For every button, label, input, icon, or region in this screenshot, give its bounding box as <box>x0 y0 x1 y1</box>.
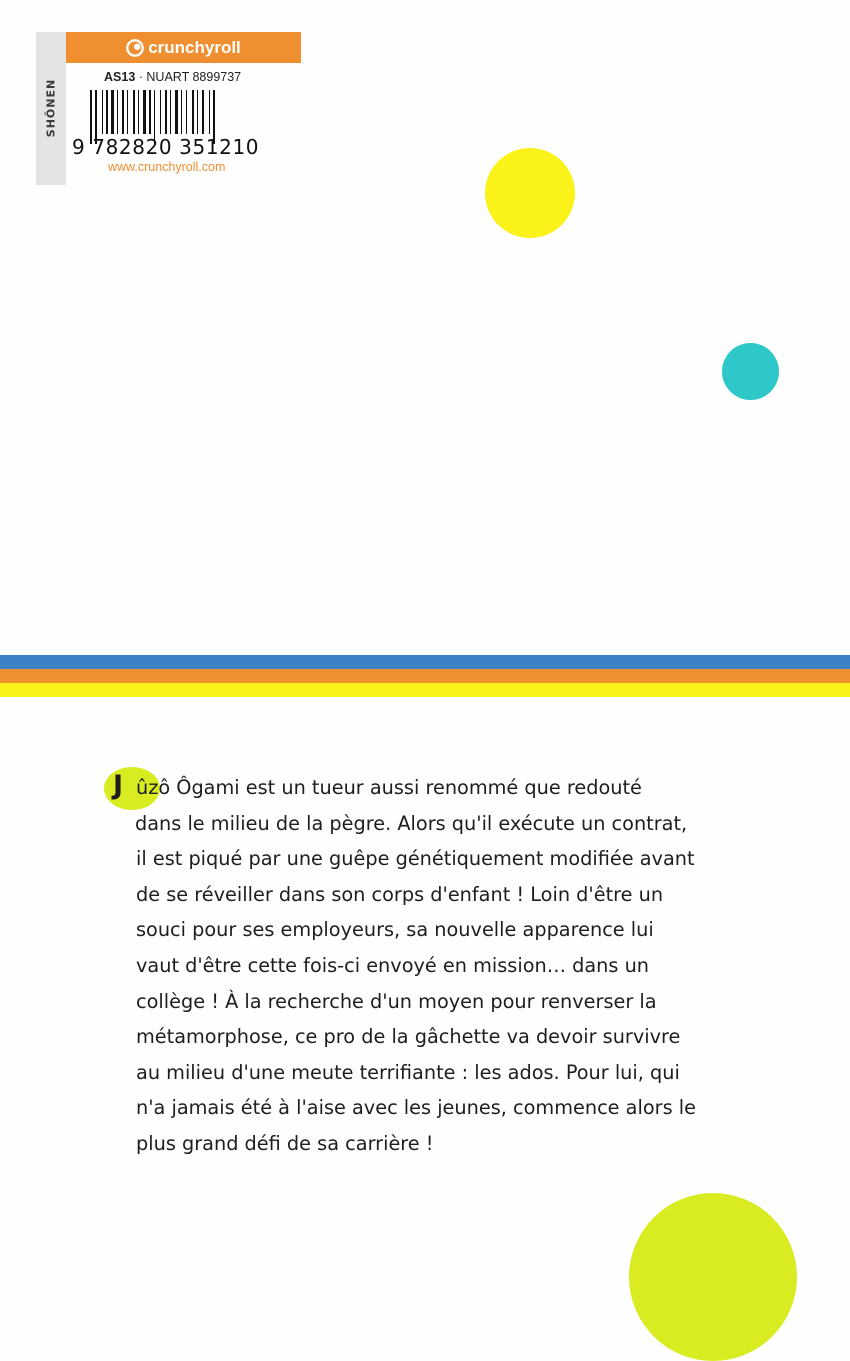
dropcap-letter: J <box>113 770 124 801</box>
blue-stripe <box>0 655 850 669</box>
code-prefix: AS13 <box>104 70 136 84</box>
genre-strip <box>36 32 66 185</box>
lime-dot <box>629 1193 797 1361</box>
synopsis-text <box>136 770 776 1162</box>
yellow-dot <box>485 148 575 238</box>
synopsis-line: dans le milieu de la pègre. Alors qu'il exécute un contrat, <box>135 811 688 835</box>
crunchyroll-logo-icon <box>126 39 144 57</box>
brand-name: crunchyroll <box>148 37 241 57</box>
yellow-stripe <box>0 683 850 697</box>
product-code <box>104 70 241 84</box>
code-rest: · NUART 8899737 <box>135 70 242 84</box>
synopsis-line: de se réveiller dans son corps d'enfant ! Loin d'être un <box>136 882 664 906</box>
genre-label: SHÔNEN <box>44 78 58 138</box>
synopsis-line: collège ! À la recherche d'un moyen pour renverser la <box>136 989 657 1013</box>
synopsis-line: souci pour ses employeurs, sa nouvelle apparence lui <box>136 918 654 942</box>
synopsis-line: vaut d'être cette fois-ci envoyé en mission… dans un <box>136 953 650 977</box>
color-stripes <box>0 655 850 697</box>
synopsis-line: n'a jamais été à l'aise avec les jeunes, commence alors le <box>136 1096 696 1120</box>
teal-dot <box>722 343 779 400</box>
orange-stripe <box>0 669 850 683</box>
isbn-number: 9 782820 351210 <box>72 135 260 159</box>
synopsis-line: plus grand défi de sa carrière ! <box>136 1131 434 1155</box>
synopsis-line: au milieu d'une meute terrifiante : les ados. Pour lui, qui <box>136 1060 680 1084</box>
brand-bar <box>66 32 301 63</box>
website-link: www.crunchyroll.com <box>108 160 226 174</box>
synopsis-line: métamorphose, ce pro de la gâchette va devoir survivre <box>136 1025 681 1049</box>
publisher-label <box>36 32 301 185</box>
synopsis-line: ûzô Ôgami est un tueur aussi renommé que redouté <box>136 776 642 799</box>
synopsis-line: il est piqué par une guêpe génétiquement modifiée avant <box>136 847 695 871</box>
